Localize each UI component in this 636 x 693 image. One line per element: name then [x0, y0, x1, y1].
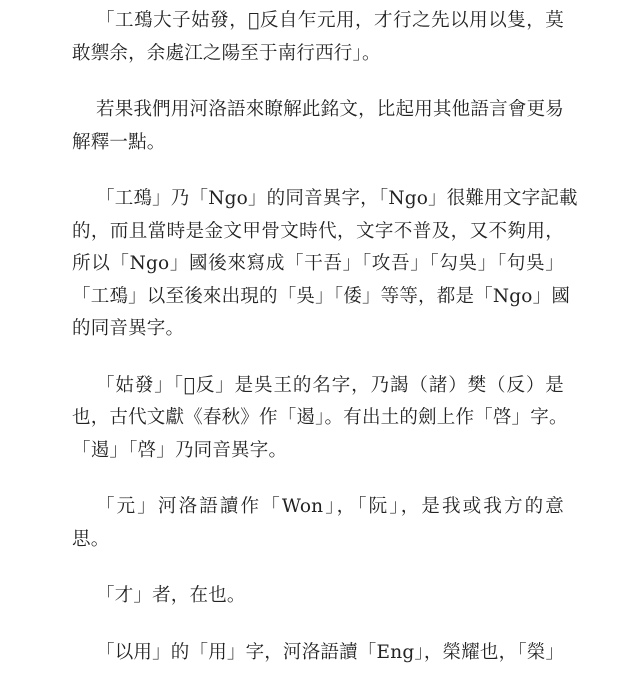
text-line: 敢禦余，余處江之陽至于南行西行」。 [72, 42, 381, 64]
text-line: 也，古代文獻《春秋》作「遏」。有出土的劍上作「啓」字。 [72, 407, 568, 428]
text-line: 「工䲹」乃「Ngo」的同音異字，「Ngo」很難用文字記載 [96, 188, 578, 209]
paragraph-inscription [72, 5, 564, 70]
text-line: 「遏」「啓」乃同音異字。 [72, 439, 288, 461]
text-line: 「才」者，在也。 [96, 585, 246, 606]
text-line: 「姑發」「𦊡反」是吳王的名字，乃謁（諸）樊（反）是 [96, 374, 564, 396]
document-page [72, 5, 578, 693]
text-line: 思。 [72, 528, 110, 550]
text-line: 「工䲹大子姑發，𦊡反自乍元用，才行之先以用以隻，莫 [96, 10, 564, 31]
text-line: 所以「Ngo」國後來寫成「干吾」「攻吾」「勾吳」「句吳」 [72, 253, 564, 274]
paragraph-yiyong [72, 637, 564, 670]
text-line: 解釋一點。 [72, 131, 166, 153]
text-line: 的同音異字。 [72, 318, 185, 339]
paragraph-heluo-intro [72, 94, 564, 159]
text-line: 「以用」的「用」字，河洛語讀「Eng」，榮耀也，「榮」 [96, 641, 565, 663]
text-line: 若果我們用河洛語來瞭解此銘文，比起用其他語言會更易 [96, 99, 564, 120]
text-line: 「工䲹」以至後來出現的「吳」「倭」等等，都是「Ngo」國 [72, 285, 571, 307]
text-line: 「元」河洛語讀作「Won」，「阮」，是我或我方的意 [96, 496, 564, 517]
paragraph-gufa-name [72, 370, 568, 468]
paragraph-gongwu-ngo [72, 183, 578, 346]
paragraph-cai [72, 580, 564, 613]
paragraph-yuan-won [72, 491, 564, 556]
text-line: 的，而且當時是金文甲骨文時代，文字不普及，又不夠用， [72, 220, 564, 242]
